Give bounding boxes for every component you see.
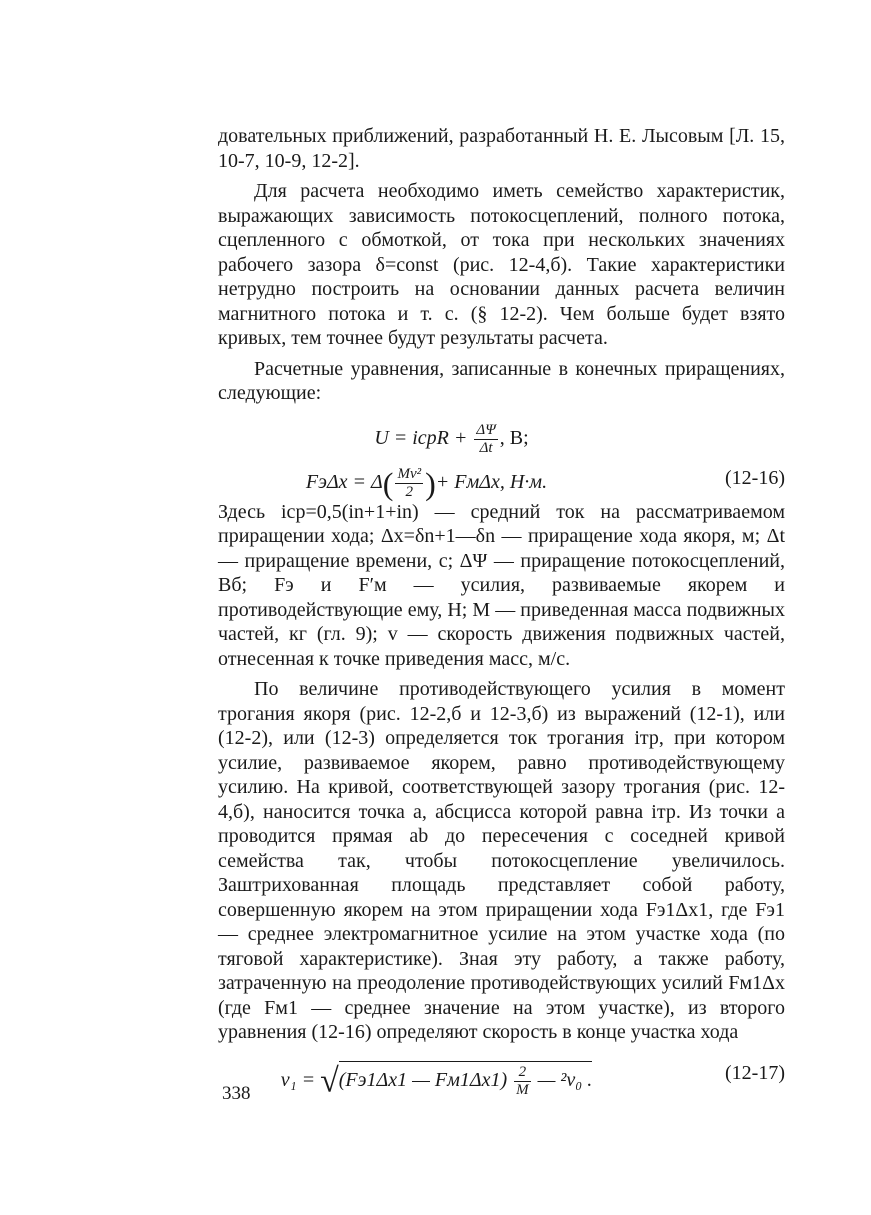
fraction-denominator: Δt [479, 439, 493, 456]
document-body [218, 124, 785, 1099]
sqrt-sign: √ [320, 1061, 339, 1099]
fraction-numerator: Mv² [397, 465, 422, 482]
equation-voltage [218, 412, 785, 454]
fraction-numerator: ΔΨ [476, 421, 496, 438]
equation-velocity-radicand [339, 1061, 592, 1099]
paragraph-3: Расчетные уравнения, записанные в конечных приращениях, следующие: [218, 357, 785, 404]
equation-number: (12-17) [725, 1061, 785, 1084]
equation-force-fraction [395, 466, 423, 501]
equation-force: FэΔx = Δ( $\frac{\text{Mv²}}{2}$ )+ FмΔx, Н·м. (12-16) [305, 464, 785, 501]
fraction-denominator: 2 [405, 483, 414, 500]
fraction-numerator: 2 [514, 1064, 531, 1082]
equation-voltage-fraction [474, 422, 497, 457]
fraction-denominator: M [516, 1081, 529, 1098]
paragraph-2: Для расчета необходимо иметь семейство характеристик, выражающих зависимость потокосцеплений, полного потока, сцепленного с обмоткой, от тока при нескольких значениях рабочего зазора δ=const (рис. 12-4,б). Такие характеристики нетрудно построить на основании данных расчета величин магнитного потока и т. с. (§ 12-2). Чем больше будет взято кривых, тем точнее будут результаты расчета. [218, 180, 785, 349]
radicand-tail: — ²v₀ . [537, 1068, 593, 1091]
page-number: 338 [222, 1083, 251, 1104]
paragraph-5: По величине противодействующего усилия в момент трогания якоря (рис. 12-2,б и 12-3,б) из выражений (12-1), или (12-2), или (12-3) определяется ток трогания iтр, при котором усилие, развиваемое якорем, равно противодействующему усилию. На кривой, соответствующей зазору трогания (рис. 12-4,б), наносится точка a, абсцисса которой равна iтр. Из точки a проводится прямая ab до пересечения с соседней кривой семейства так, чтобы потокосцепление увеличилось. Заштрихованная площадь представляет собой работу, совершенную якорем на этом приращении хода Fэ1Δx1, где Fэ1 — среднее электромагнитное усилие на этом участке хода (по тяговой характеристике). Зная эту работу, а также работу, затраченную на преодоление противодействующих усилий Fм1Δx (где Fм1 — среднее значение на этом участке), из второго уравнения (12-16) определяют скорость в конце участка хода [218, 678, 785, 1043]
paragraph-4: Здесь iср=0,5(in+1+in) — средний ток на рассматриваемом приращении хода; Δx=δn+1—δn — приращение хода якоря, м; Δt — приращение времени, с; ΔΨ — приращение потокосцеплений, Вб; Fэ и F′м — усилия, развиваемые якорем и противодействующие ему, Н; M — приведенная масса подвижных частей, кг (гл. 9); v — скорость движения подвижных частей, отнесенная к точке приведения масс, м/с. [218, 500, 785, 670]
equation-velocity-fraction [514, 1064, 531, 1099]
radicand-term: (Fэ1Δx1 — Fм1Δx1) [338, 1068, 508, 1091]
equation-voltage-left: U = iсрR + [374, 426, 473, 449]
equation-force-left: FэΔx = Δ [305, 470, 383, 493]
equation-voltage-unit: , В; [499, 426, 529, 449]
paragraph-1: довательных приближений, разработанный Н. Е. Лысовым [Л. 15, 10-7, 10-9, 12-2]. [218, 125, 785, 172]
equation-number: (12-16) [725, 466, 785, 489]
equation-force-right: + FмΔx, Н·м. [435, 470, 548, 493]
equation-velocity-left: v₁ = [280, 1068, 321, 1091]
